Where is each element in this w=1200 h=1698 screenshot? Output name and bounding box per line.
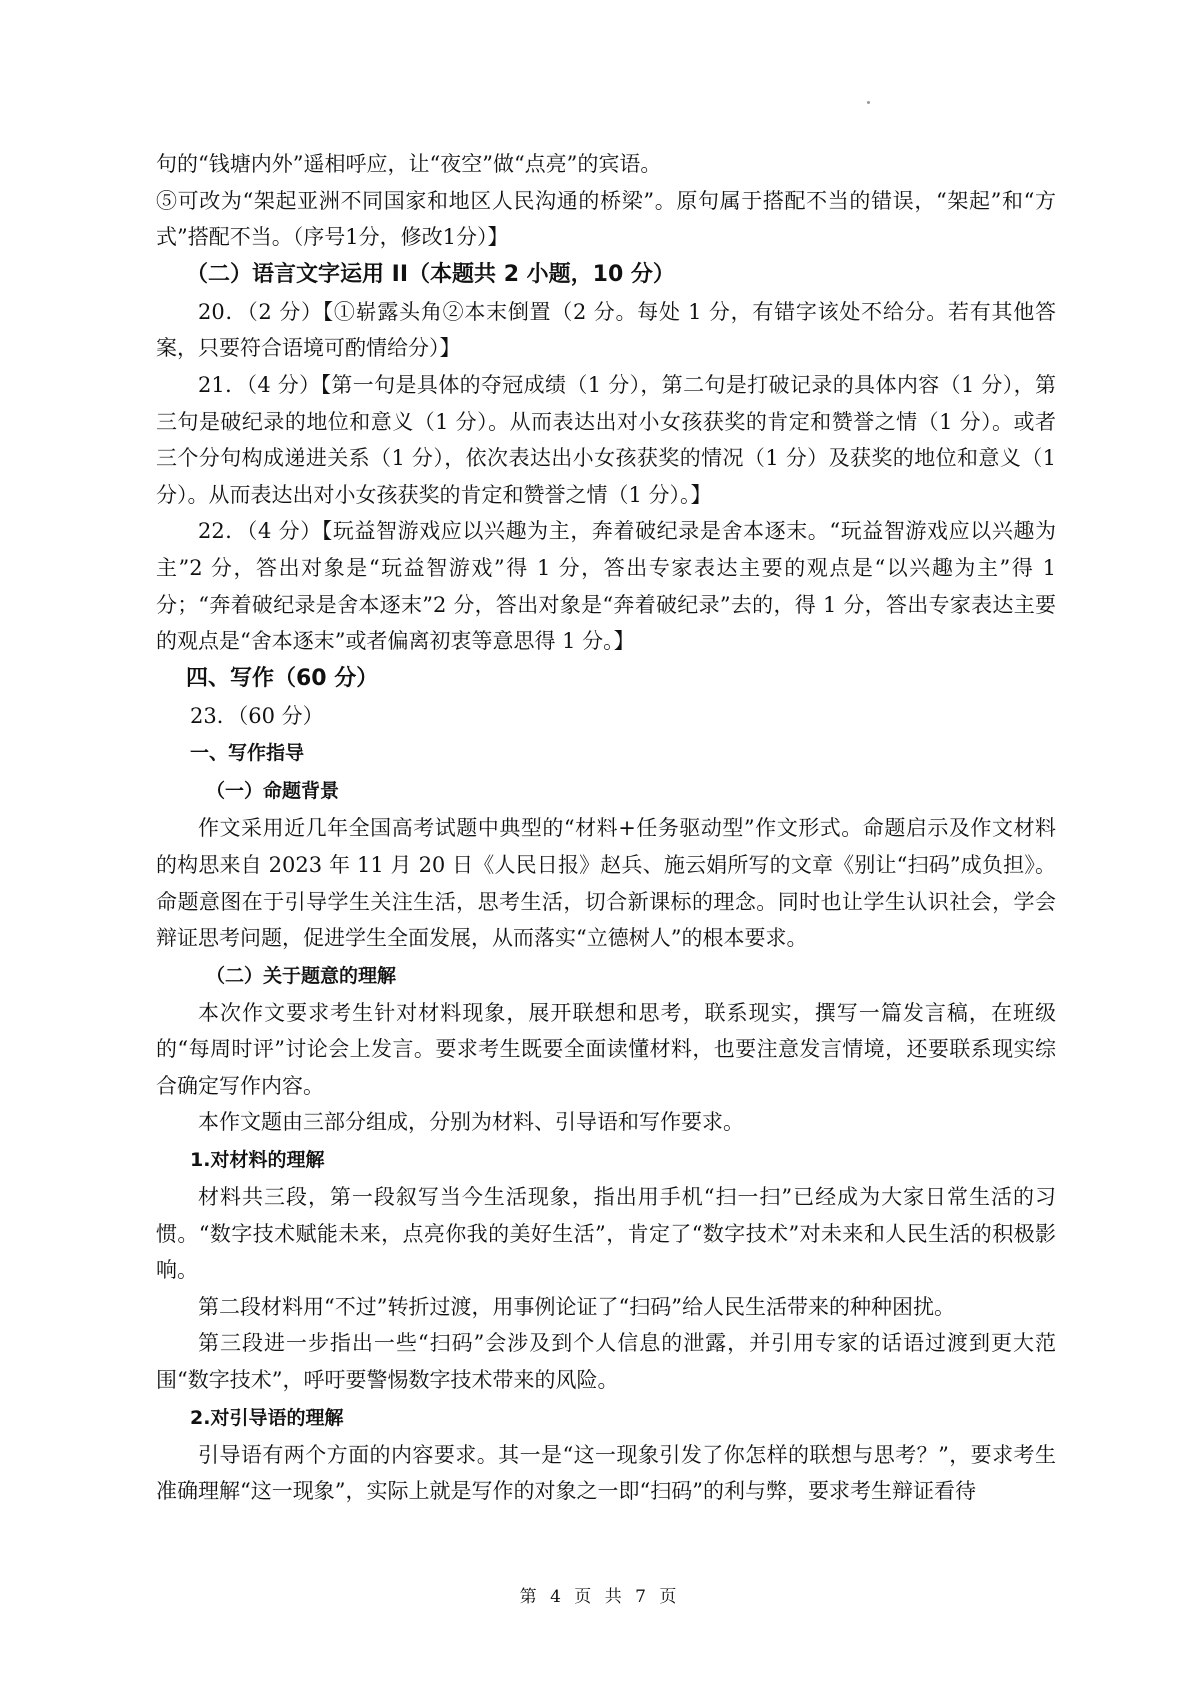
question-23-label: 23．（60 分） bbox=[190, 703, 324, 728]
paragraph-material-1: 材料共三段，第一段叙写当今生活现象，指出用手机“扫一扫”已经成为大家日常生活的习惯。“数字技术赋能未来，点亮你我的美好生活”，肯定了“数字技术”对未来和人民生活的积极影响。 bbox=[156, 1185, 1056, 1283]
heading-material: 1.对材料的理解 bbox=[190, 1149, 325, 1172]
heading-understanding: （二）关于题意的理解 bbox=[206, 964, 397, 987]
heading-guide-words: 2.对引导语的理解 bbox=[190, 1406, 344, 1429]
document-body bbox=[156, 146, 1056, 1510]
answer-continuation-line: 句的“钱塘内外”遥相呼应，让“夜空”做“点亮”的宾语。 bbox=[156, 152, 662, 176]
answer-q22: 22．（4 分）【玩益智游戏应以兴趣为主，奔着破纪录是舍本逐末。“玩益智游戏应以兴趣为主”2 分，答出对象是“玩益智游戏”得 1 分，答出专家表达主要的观点是“以兴趣为主”得 1 分；“奔着破纪录是舍本逐末”2 分，答出对象是“奔着破纪录”去的，得 1 分，答出专家表达主要的观点是“舍本逐末”或者偏离初衷等意思得 1 分。】 bbox=[156, 519, 1056, 654]
heading-writing-guide: 一、写作指导 bbox=[190, 742, 305, 765]
answer-q20: 20．（2 分）【①崭露头角②本末倒置（2 分。每处 1 分，有错字该处不给分。若有其他答案，只要符合语境可酌情给分）】 bbox=[156, 299, 1056, 361]
answer-item-5: ⑤可改为“架起亚洲不同国家和地区人民沟通的桥梁”。原句属于搭配不当的错误，“架起”和“方式”搭配不当。（序号1分，修改1分）】 bbox=[156, 188, 1056, 250]
paragraph-guide-words: 引导语有两个方面的内容要求。其一是“这一现象引发了你怎样的联想与思考？”，要求考生准确理解“这一现象”，实际上就是写作的对象之一即“扫码”的利与弊，要求考生辩证看待 bbox=[156, 1442, 1056, 1504]
page-number-footer: 第 4 页 共 7 页 bbox=[519, 1587, 681, 1607]
scan-speck bbox=[867, 101, 870, 104]
answer-q21: 21．（4 分）【第一句是具体的夺冠成绩（1 分），第二句是打破记录的具体内容（1 分），第三句是破纪录的地位和意义（1 分）。从而表达出对小女孩获奖的肯定和赞誉之情（1 分）。或者三个分句构成递进关系（1 分），依次表达出小女孩获奖的情况（1 分）及获奖的地位和意义（1 分）。从而表达出对小女孩获奖的肯定和赞誉之情（1 分）。】 bbox=[156, 372, 1056, 507]
paragraph-understanding: 本次作文要求考生针对材料现象，展开联想和思考，联系现实，撰写一篇发言稿，在班级的“每周时评”讨论会上发言。要求考生既要全面读懂材料，也要注意发言情境，还要联系现实综合确定写作内容。 bbox=[156, 1000, 1056, 1098]
section-heading-language-2: （二）语言文字运用 II（本题共 2 小题，10 分） bbox=[186, 261, 675, 287]
paragraph-background: 作文采用近几年全国高考试题中典型的“材料+任务驱动型”作文形式。命题启示及作文材料的构思来自 2023 年 11 月 20 日《人民日报》赵兵、施云娟所写的文章《别让“扫码”成负担》。命题意图在于引导学生关注生活，思考生活，切合新课标的理念。同时也让学生认识社会，学会辩证思考问题，促进学生全面发展，从而落实“立德树人”的根本要求。 bbox=[156, 816, 1056, 951]
paragraph-material-2: 第二段材料用“不过”转折过渡，用事例论证了“扫码”给人民生活带来的种种困扰。 bbox=[198, 1294, 955, 1319]
paragraph-structure: 本作文题由三部分组成，分别为材料、引导语和写作要求。 bbox=[198, 1110, 744, 1135]
heading-background: （一）命题背景 bbox=[206, 780, 340, 803]
section-heading-writing: 四、写作（60 分） bbox=[186, 665, 379, 691]
paragraph-material-3: 第三段进一步指出一些“扫码”会涉及到个人信息的泄露，并引用专家的话语过渡到更大范围“数字技术”，呼吁要警惕数字技术带来的风险。 bbox=[156, 1331, 1056, 1393]
